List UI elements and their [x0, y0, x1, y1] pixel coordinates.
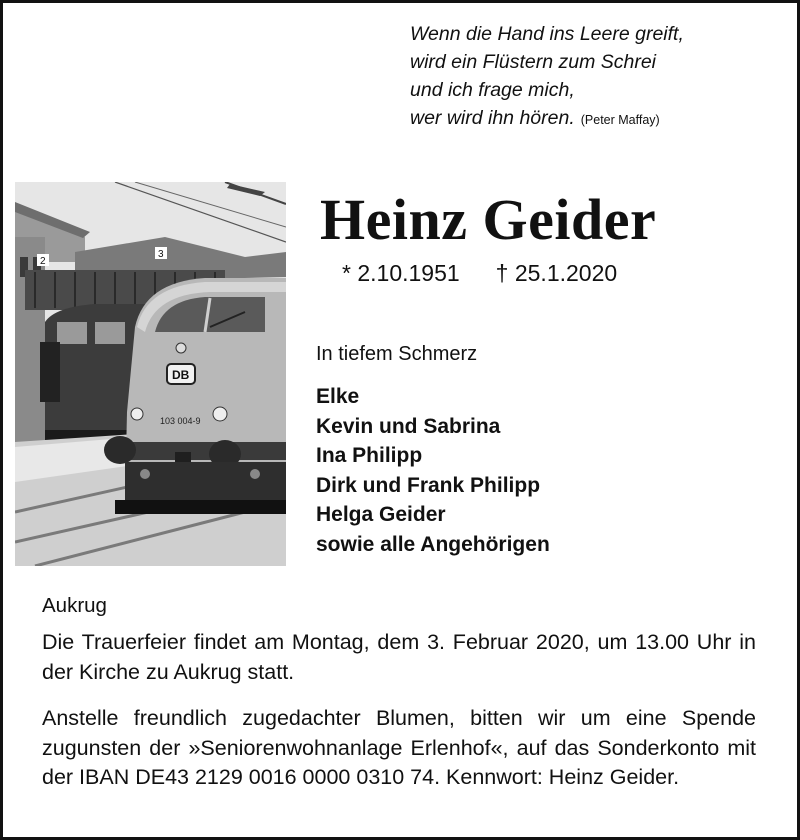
quote-line: wer wird ihn hören. — [410, 107, 575, 129]
mourner-name: Ina Philipp — [316, 444, 423, 467]
quote-line-last — [410, 104, 790, 134]
mourner-list — [316, 382, 550, 559]
quote-line: und ich frage mich, — [410, 79, 575, 101]
deceased-name: Heinz Geider — [320, 187, 657, 252]
quote-line: wird ein Flüstern zum Schrei — [410, 51, 656, 73]
quote-attribution: (Peter Maffay) — [580, 113, 660, 127]
train-photo — [15, 182, 286, 566]
quote-line: Wenn die Hand ins Leere greift, — [410, 23, 684, 45]
db-logo: DB — [172, 368, 190, 382]
mourner-name: Elke — [316, 385, 360, 408]
mourner-name: Helga Geider — [316, 503, 446, 526]
platform-number: 3 — [158, 249, 164, 260]
memorial-quote — [410, 20, 790, 134]
mourner-name: sowie alle Angehörigen — [316, 532, 550, 556]
locomotive-number: 103 004-9 — [160, 416, 201, 426]
death-date: † 25.1.2020 — [495, 260, 618, 286]
mourning-intro: In tiefem Schmerz — [316, 343, 478, 365]
donation-paragraph: Anstelle freundlich zugedachter Blumen, bitten wir um eine Spende zugunsten der »Seniorenwohnanlage Erlenhof«, auf das Sonderkonto mit der IBAN DE43 2129 0016 0000 0310 74. Kennwort: Heinz Geider. — [42, 706, 756, 789]
mourner-name: Kevin und Sabrina — [316, 414, 501, 438]
funeral-info-paragraph: Die Trauerfeier findet am Montag, dem 3. Februar 2020, um 13.00 Uhr in der Kirche zu Aukrug statt. — [42, 630, 756, 684]
platform-number: 2 — [40, 256, 46, 267]
birth-date: * 2.10.1951 — [342, 260, 460, 286]
mourner-name: Dirk und Frank Philipp — [316, 473, 541, 497]
place-name: Aukrug — [42, 594, 107, 617]
life-dates — [342, 258, 617, 288]
